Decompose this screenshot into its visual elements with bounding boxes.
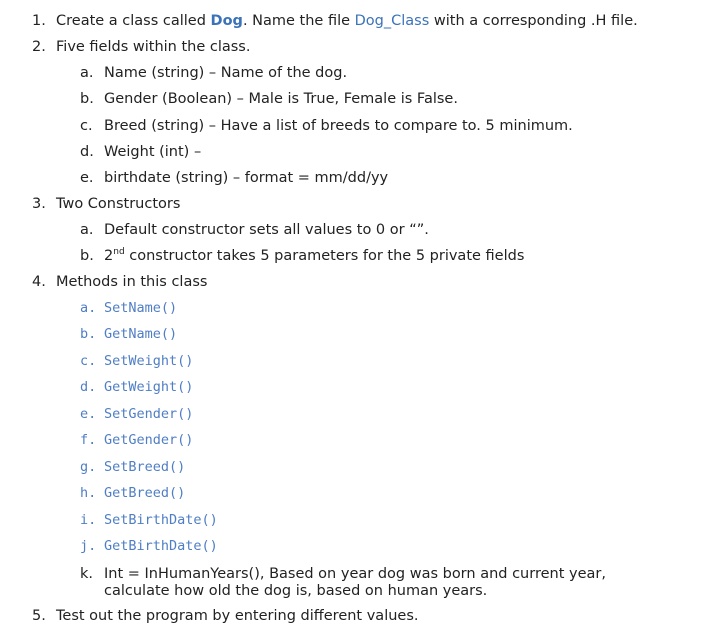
sub-text: Default constructor sets all values to 0 or “”. <box>104 222 429 238</box>
item-number: 5. <box>32 608 46 624</box>
sub-letter: h. <box>80 485 97 501</box>
item-text: with a corresponding .H file. <box>429 13 638 29</box>
method-item <box>80 431 193 449</box>
method-item <box>80 484 185 502</box>
sub-letter: b. <box>80 248 94 264</box>
method-name: SetWeight() <box>104 353 194 369</box>
sub-letter: b. <box>80 91 94 107</box>
method-item <box>80 511 218 529</box>
sub-letter: a. <box>80 222 94 238</box>
sub-text: birthdate (string) – format = mm/dd/yy <box>104 170 389 186</box>
list-item-4 <box>32 273 207 291</box>
file-name: Dog_Class <box>354 13 430 29</box>
sub-item-k <box>80 565 606 583</box>
sub-text: Int = InHumanYears(), Based on year dog was born and current year, <box>104 566 606 582</box>
method-item <box>80 537 218 555</box>
sub-letter: a. <box>80 65 94 81</box>
sub-text: constructor takes 5 parameters for the 5 private fields <box>124 248 525 264</box>
method-item <box>80 458 185 476</box>
sub-letter: g. <box>80 459 97 475</box>
item-number: 1. <box>32 13 46 29</box>
sub-letter: e. <box>80 170 94 186</box>
method-name: SetBirthDate() <box>104 512 218 528</box>
sub-letter: d. <box>80 379 97 395</box>
sub-letter: j. <box>80 538 97 554</box>
method-name: SetGender() <box>104 406 194 422</box>
sub-text: Gender (Boolean) – Male is True, Female is False. <box>104 91 458 107</box>
method-name: GetBirthDate() <box>104 538 218 554</box>
method-name: GetBreed() <box>104 485 186 501</box>
sub-item-k-continuation: calculate how old the dog is, based on human years. <box>104 583 488 599</box>
method-name: SetName() <box>104 300 178 316</box>
sub-letter: i. <box>80 512 97 528</box>
list-item-1 <box>32 12 638 30</box>
sub-item <box>80 117 573 135</box>
sub-letter: k. <box>80 566 94 582</box>
method-name: SetBreed() <box>104 459 186 475</box>
method-item <box>80 299 177 317</box>
item-text: Create a class called <box>56 13 211 29</box>
sub-letter: c. <box>80 353 97 369</box>
list-item-3 <box>32 195 180 213</box>
sub-letter: a. <box>80 300 97 316</box>
item-text: Methods in this class <box>56 274 208 290</box>
method-item <box>80 352 193 370</box>
item-text: Test out the program by entering different values. <box>56 608 419 624</box>
sub-text: Breed (string) – Have a list of breeds to compare to. 5 minimum. <box>104 118 573 134</box>
list-item-5 <box>32 607 419 625</box>
item-text: . Name the file <box>242 13 355 29</box>
sub-letter: c. <box>80 118 93 134</box>
sub-item <box>80 90 458 108</box>
sub-text: 2 <box>104 248 114 264</box>
sub-letter: e. <box>80 406 97 422</box>
method-name: GetWeight() <box>104 379 194 395</box>
sub-letter: b. <box>80 326 97 342</box>
method-item <box>80 325 177 343</box>
item-text: Two Constructors <box>56 196 181 212</box>
item-text: Five fields within the class. <box>56 39 251 55</box>
method-name: GetName() <box>104 326 178 342</box>
ordinal-suffix: nd <box>113 247 125 258</box>
method-item <box>80 378 193 396</box>
method-name: GetGender() <box>104 432 194 448</box>
sub-item <box>80 221 429 239</box>
list-item-2 <box>32 38 250 56</box>
item-number: 4. <box>32 274 46 290</box>
class-name: Dog <box>210 13 243 29</box>
sub-item <box>80 169 388 187</box>
method-item <box>80 405 193 423</box>
sub-letter: f. <box>80 432 97 448</box>
sub-item <box>80 143 201 161</box>
sub-item <box>80 64 347 82</box>
item-number: 2. <box>32 39 46 55</box>
sub-letter: d. <box>80 144 94 160</box>
sub-text: Name (string) – Name of the dog. <box>104 65 348 81</box>
item-number: 3. <box>32 196 46 212</box>
sub-text: Weight (int) – <box>104 144 202 160</box>
sub-item <box>80 247 524 265</box>
